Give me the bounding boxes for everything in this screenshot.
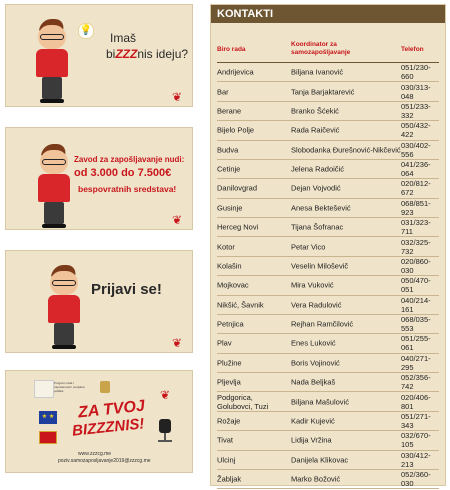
table-row [217, 373, 439, 392]
phone-cell: 031/323-711 [401, 218, 431, 237]
table-row [217, 412, 439, 431]
phone-cell: 020/812-672 [401, 179, 431, 198]
promo-panel-apply [5, 250, 193, 353]
idea-line-2a: bi [106, 47, 116, 61]
phone-cell: 051/255-061 [401, 334, 431, 353]
coordinator-cell: Nada Beljkaš [291, 377, 336, 387]
coordinator-cell: Tanja Barjaktarević [291, 87, 355, 97]
apply-text: Prijavi se! [91, 281, 162, 298]
office-cell: Pljevlja [217, 377, 241, 387]
red-ribbon-icon: ❦ [160, 388, 171, 402]
coordinator-cell: Biljana Ivanović [291, 67, 344, 77]
email-link[interactable]: poziv.samozaposljavanje2019@zzzcg.me [58, 458, 151, 464]
table-row [217, 334, 439, 353]
office-cell: Žabljak [217, 474, 242, 484]
coordinator-cell: Anesa Bektešević [291, 203, 351, 213]
coordinator-cell: Rejhan Ramčilović [291, 319, 354, 329]
office-cell: Danilovgrad [217, 183, 258, 193]
table-row [217, 257, 439, 276]
table-row [217, 237, 439, 256]
phone-cell: 052/356-742 [401, 373, 431, 392]
phone-cell: 050/470-051 [401, 276, 431, 295]
office-cell: Kolašin [217, 261, 242, 271]
funding-line-1: Zavod za zapošljavanje nudi: [74, 155, 185, 164]
phone-cell: 068/851-923 [401, 198, 431, 217]
montenegro-crest-icon [100, 381, 110, 393]
phone-cell: 020/860-030 [401, 256, 431, 275]
table-row [217, 431, 439, 450]
slogan-top: ZA TVOJ [77, 397, 146, 422]
table-row [217, 218, 439, 237]
office-cell: Bar [217, 87, 229, 97]
cartoon-man-figure [34, 144, 74, 230]
table-row [217, 392, 439, 411]
coordinator-cell: Veselin Miloševič [291, 261, 349, 271]
red-ribbon-icon: ❦ [172, 213, 183, 227]
office-cell: Bijelo Polje [217, 125, 255, 135]
office-cell: Plužine [217, 358, 242, 368]
table-row [217, 121, 439, 140]
office-cell: Nikšić, Šavnik [217, 300, 264, 310]
montenegro-flag-icon [39, 431, 57, 444]
coordinator-cell: Tijana Šofranac [291, 222, 344, 232]
phone-cell: 051/233-332 [401, 101, 431, 120]
phone-cell: 041/236-064 [401, 160, 431, 179]
header-coordinator: Koordinator za samozapošljavanje [291, 41, 351, 56]
coordinator-cell: Dejan Vojvodić [291, 183, 341, 193]
phone-cell: 030/412-213 [401, 450, 431, 469]
table-row [217, 63, 439, 82]
phone-cell: 030/402-556 [401, 140, 431, 159]
coordinator-cell: Rada Raičević [291, 125, 340, 135]
contacts-title: KONTAKTI [211, 5, 445, 23]
phone-cell: 032/325-732 [401, 237, 431, 256]
office-cell: Budva [217, 145, 239, 155]
office-cell: Cetinje [217, 164, 241, 174]
coordinator-cell: Boris Vojinović [291, 358, 340, 368]
lightbulb-icon: 💡 [78, 23, 94, 39]
table-row [217, 102, 439, 121]
table-row [217, 315, 439, 334]
eu-flag-icon: ★ ★ [39, 411, 57, 424]
idea-line-2 [106, 47, 188, 61]
cartoon-man-figure [32, 19, 72, 105]
website-link[interactable]: www.zzzcg.me [78, 451, 112, 457]
office-cell: Gusinje [217, 203, 243, 213]
promo-panel-idea [5, 4, 193, 107]
office-cell: Berane [217, 106, 242, 116]
office-cell: Plav [217, 338, 232, 348]
contacts-table [210, 4, 446, 489]
table-row [217, 199, 439, 218]
phone-cell: 051/271-343 [401, 411, 431, 430]
promo-panel-funding [5, 127, 193, 230]
office-cell: Rožaje [217, 416, 241, 426]
coordinator-cell: Lidija Vržina [291, 435, 332, 445]
phone-cell: 050/432-422 [401, 121, 431, 140]
office-cell: Herceg Novi [217, 222, 259, 232]
table-row [217, 296, 439, 315]
coordinator-cell: Biljana Mašulović [291, 397, 349, 407]
coordinator-cell: Slobodanka Đurešnović-Nikčević [291, 145, 401, 155]
program-logo [34, 380, 54, 398]
coordinator-cell: Petar Vico [291, 242, 326, 252]
table-row [217, 276, 439, 295]
phone-cell: 020/406-801 [401, 392, 431, 411]
program-logo-text: Program rada i zaposlenosti i socijalna politika [54, 381, 85, 393]
coordinator-cell: Branko Šćekić [291, 106, 339, 116]
office-cell: Mojkovac [217, 280, 249, 290]
phone-cell: 052/360-030 [401, 470, 431, 489]
office-cell: Kotor [217, 242, 235, 252]
coordinator-cell: Jelena Radoičić [291, 164, 344, 174]
contacts-rows [217, 63, 439, 489]
table-row [217, 451, 439, 470]
office-chair-icon [157, 419, 173, 443]
phone-cell: 040/214-161 [401, 295, 431, 314]
office-cell: Podgorica, Golubovci, Tuzi [217, 392, 269, 411]
phone-cell: 068/035-553 [401, 315, 431, 334]
phone-cell: 030/313-048 [401, 82, 431, 101]
coordinator-cell: Danijela Klikovac [291, 455, 349, 465]
phone-cell: 032/670-105 [401, 431, 431, 450]
coordinator-cell: Mira Vuković [291, 280, 334, 290]
idea-zzz: ZZZ [115, 47, 138, 61]
table-row [217, 470, 439, 489]
coordinator-cell: Marko Božović [291, 474, 341, 484]
office-cell: Petnjica [217, 319, 244, 329]
coordinator-cell: Enes Luković [291, 338, 336, 348]
red-ribbon-icon: ❦ [172, 336, 183, 350]
phone-cell: 051/230-660 [401, 63, 431, 82]
slogan-bottom: BIZZZNIS! [71, 415, 146, 440]
cartoon-man-figure [44, 265, 84, 351]
table-row [217, 354, 439, 373]
idea-line-1: Imaš [110, 31, 137, 45]
promo-panel-logos [5, 370, 193, 473]
coordinator-cell: Vera Radulović [291, 300, 342, 310]
office-cell: Andrijevica [217, 67, 254, 77]
funding-line-2: od 3.000 do 7.500€ [74, 167, 172, 179]
funding-line-3: bespovratnih sredstava! [78, 184, 177, 194]
office-cell: Ulcinj [217, 455, 236, 465]
table-row [217, 160, 439, 179]
red-ribbon-icon: ❦ [172, 90, 183, 104]
idea-line-2b: nis ideju? [137, 47, 189, 61]
header-phone: Telefon [401, 46, 424, 53]
table-row [217, 82, 439, 101]
table-row [217, 141, 439, 160]
header-city: Biro rada [217, 46, 246, 53]
coordinator-cell: Kadir Kujević [291, 416, 335, 426]
office-cell: Tivat [217, 435, 233, 445]
table-row [217, 179, 439, 198]
phone-cell: 040/271-295 [401, 353, 431, 372]
